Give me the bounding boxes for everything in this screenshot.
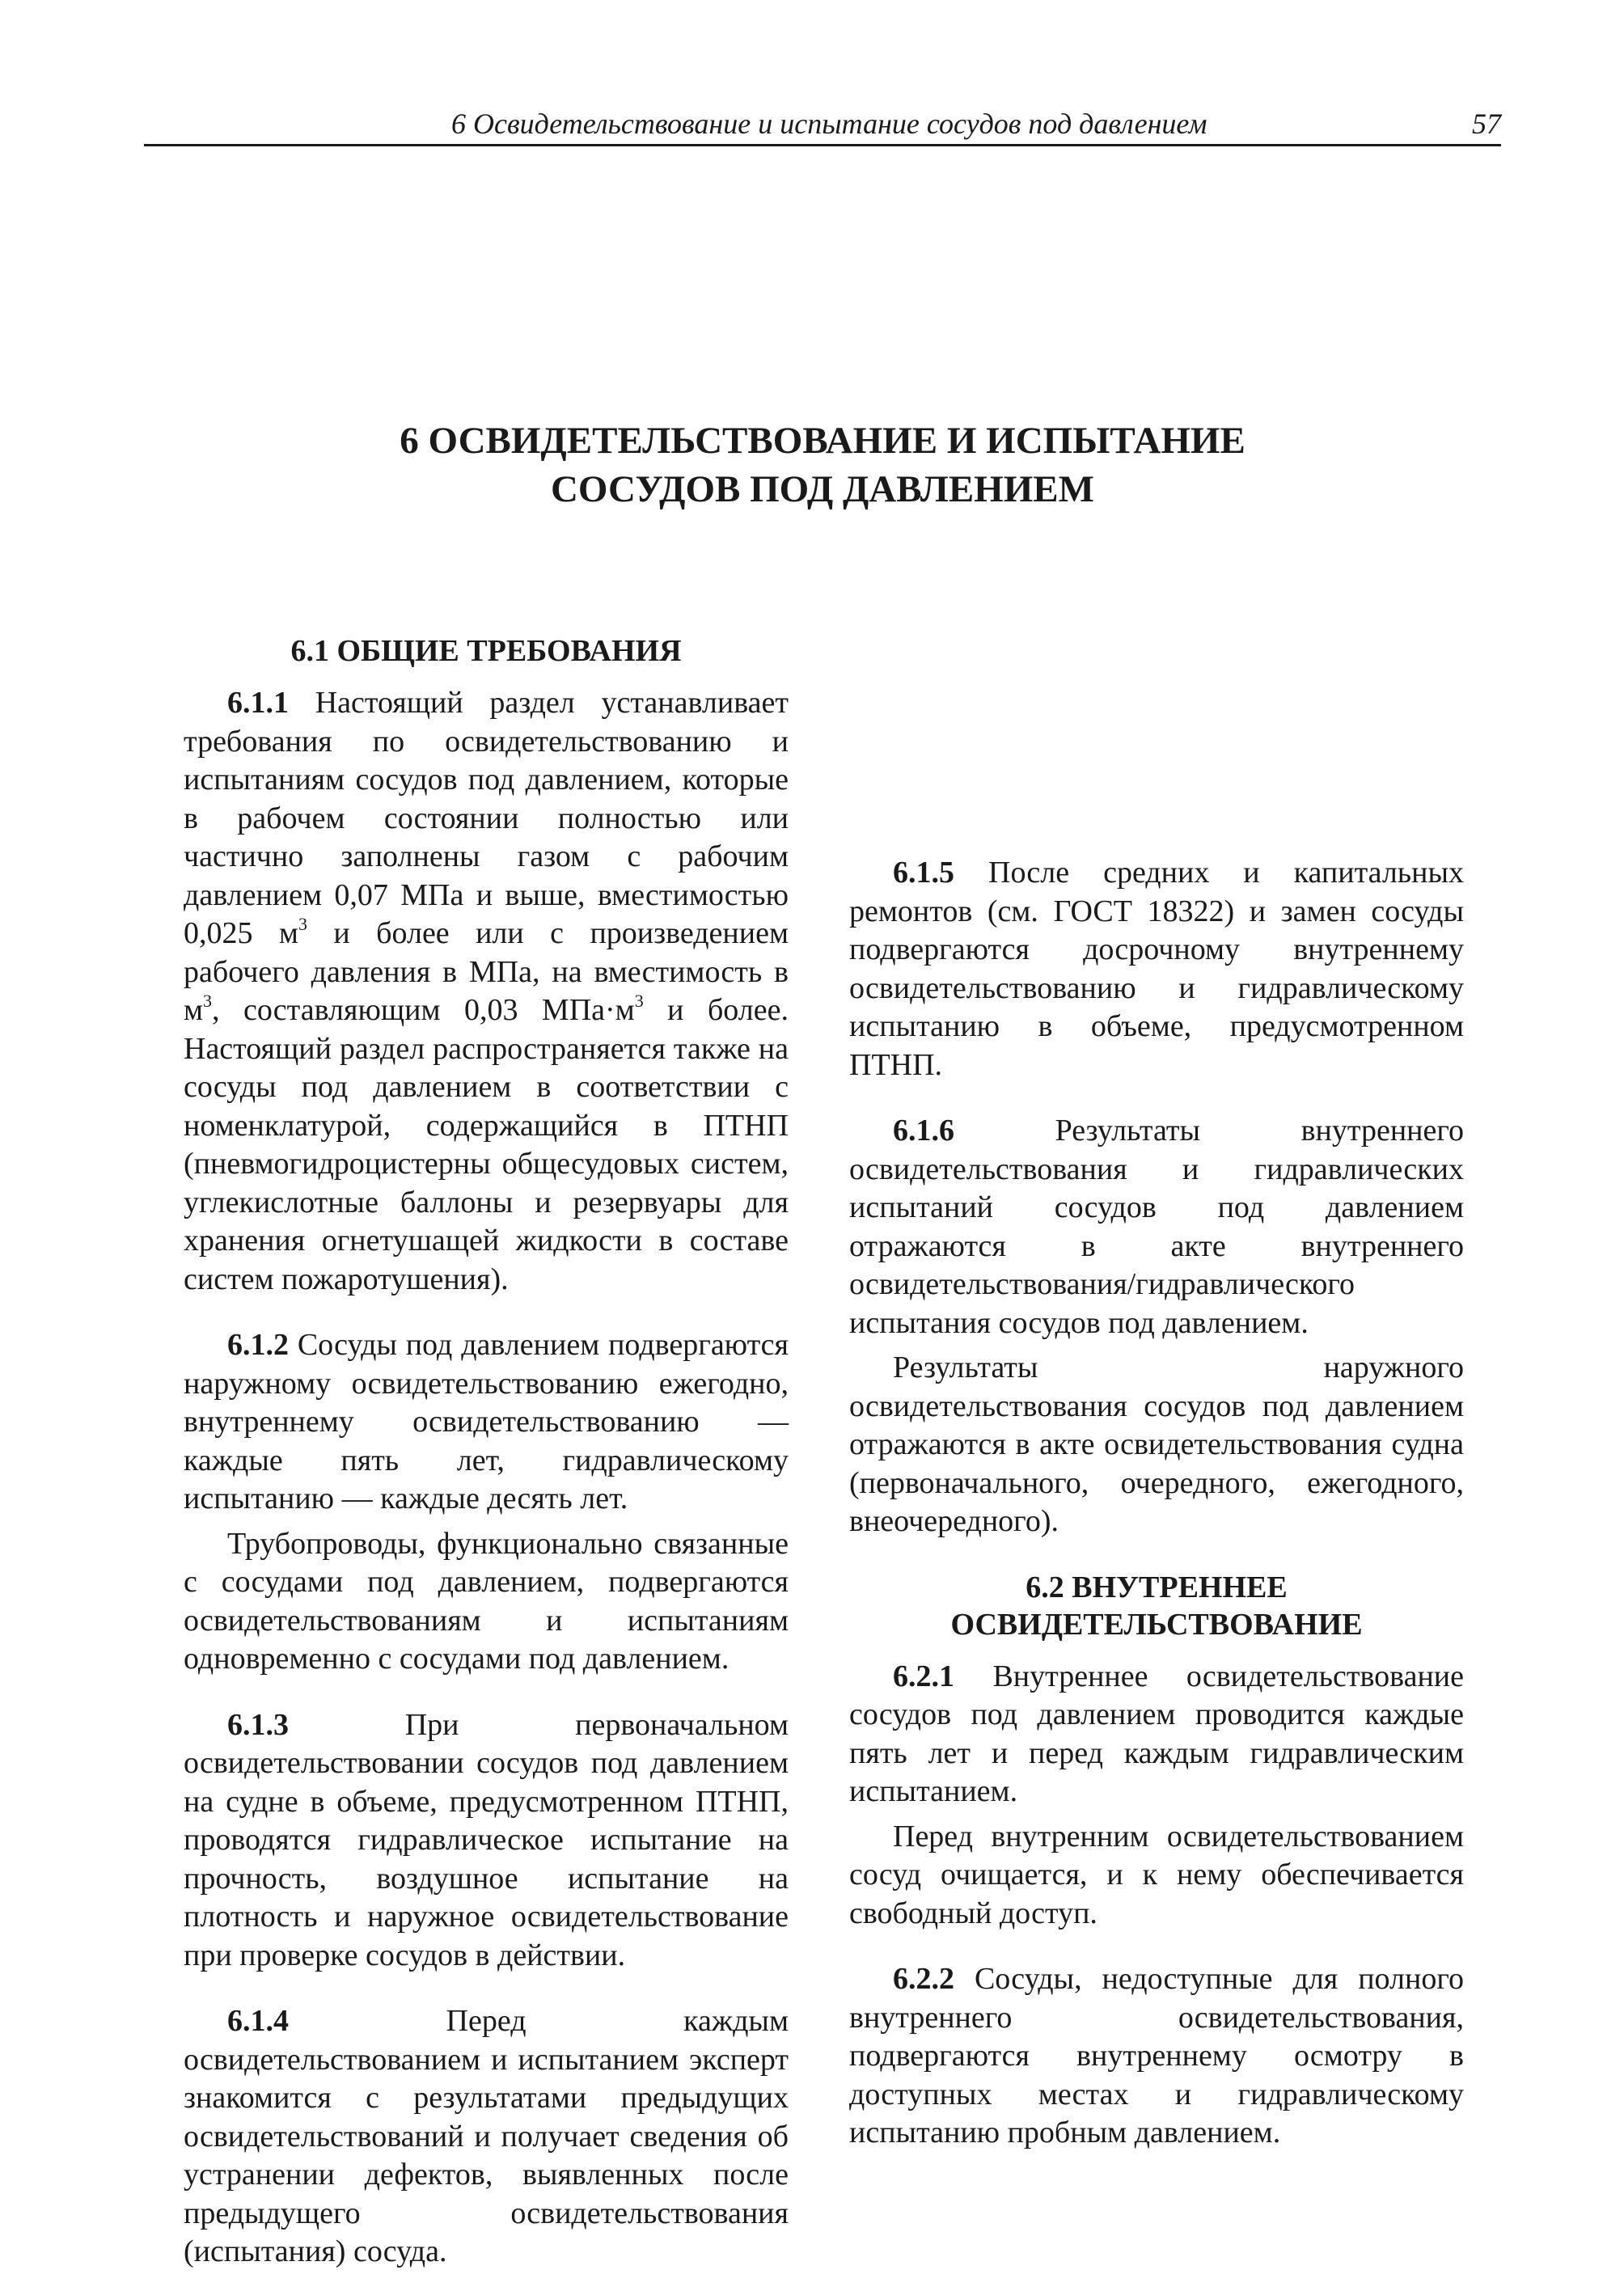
running-head-title: 6 Освидетельствование и испытание сосудов под давлением <box>451 108 1207 140</box>
clause-number: 6.2.2 <box>893 1962 954 1996</box>
clause-number: 6.1.6 <box>893 1114 954 1148</box>
paragraph-6-2-2 <box>849 1960 1464 2153</box>
superscript: 3 <box>203 991 213 1011</box>
paragraph-text: При первоначальном освидетельствовании сосудов под давлением на судне в объеме, предусмотренном ПТНП, проводятся гидравлическое испытание на прочность, воздушное испытание на плотность и наружное освидетельствование при проверке сосудов в действии. <box>184 1707 789 1972</box>
paragraph-text: Сосуды под давлением подвергаются наружному освидетельствованию ежегодно, внутреннему освидетельствованию — каждые пять лет, гидравлическому испытанию — каждые десять лет. <box>184 1328 789 1515</box>
paragraph-text: Настоящий раздел устанавливает требования по освидетельствованию и испытаниям сосудов под давлением, которые в рабочем состоянии полностью или частично заполнены газом с рабочим давлением 0,07 МПа и выше, вместимостью 0,025 м <box>184 686 789 950</box>
chapter-title-line-2: СОСУДОВ ПОД ДАВЛЕНИЕМ <box>550 468 1095 510</box>
chapter-title-line-1: 6 ОСВИДЕТЕЛЬСТВОВАНИЕ И ИСПЫТАНИЕ <box>400 420 1245 462</box>
running-head <box>144 104 1501 146</box>
chapter-title <box>144 416 1501 514</box>
paragraph-text: , составляющим 0,03 МПа·м <box>212 993 635 1027</box>
section-6-2-heading <box>849 1569 1464 1643</box>
paragraph-text: После средних и капитальных ремонтов (см. ГОСТ 18322) и замен сосуды подвергаются досрочному внутреннему освидетельствованию и гидравлическому испытанию в объеме, предусмотренном ПТНП. <box>849 856 1464 1082</box>
paragraph-6-1-3 <box>184 1706 789 1976</box>
paragraph-text: и более или с произведением рабочего давления в МПа, на вместимость в м <box>184 916 789 1027</box>
paragraph-text: и более. Настоящий раздел распространяется также на сосуды под давлением в соответствии с номенклатурой, содержащийся в ПТНП (пневмогидроцистерны общесудовых систем, углекислотные баллоны и резервуары для хранения огнетушащей жидкости в составе систем пожаротушения). <box>184 993 789 1296</box>
paragraph-text: Перед каждым освидетельствованием и испытанием эксперт знакомится с результатами предыдущих освидетельствований и получает сведения об устранении дефектов, выявленных после предыдущего освидетельствования (испытания) сосуда. <box>184 2004 789 2268</box>
superscript: 3 <box>634 991 644 1011</box>
left-column <box>184 632 789 2272</box>
paragraph-6-1-2 <box>184 1326 789 1519</box>
paragraph-6-1-6-continued: Результаты наружного освидетельствования сосудов под давлением отражаются в акте освидетельствования судна (первоначального, очередного, ежегодного, внеочередного). <box>849 1351 1464 1538</box>
clause-number: 6.1.2 <box>227 1328 289 1362</box>
paragraph-6-1-6 <box>849 1112 1464 1342</box>
clause-number: 6.1.5 <box>893 856 954 890</box>
right-column <box>849 826 1464 2153</box>
paragraph-6-1-5 <box>849 854 1464 1084</box>
paragraph-text: Внутреннее освидетельствование сосудов под давлением проводится каждые пять лет и перед каждым гидравлическим испытанием. <box>849 1659 1464 1808</box>
clause-number: 6.1.3 <box>227 1707 289 1742</box>
paragraph-6-2-1 <box>849 1658 1464 1811</box>
clause-number: 6.2.1 <box>893 1659 954 1693</box>
paragraph-text: Результаты внутреннего освидетельствования и гидравлических испытаний сосудов под давлением отражаются в акте внутреннего освидетельствования/гидравлического испытания сосудов под давлением. <box>849 1114 1464 1340</box>
paragraph-6-1-1 <box>184 684 789 1299</box>
section-6-2-heading-line-2: ОСВИДЕТЕЛЬСТВОВАНИЕ <box>950 1607 1363 1642</box>
page-number: 57 <box>1472 108 1501 140</box>
clause-number: 6.1.4 <box>227 2004 289 2038</box>
clause-number: 6.1.1 <box>227 686 289 720</box>
paragraph-6-1-4 <box>184 2002 789 2272</box>
section-6-1-heading: 6.1 ОБЩИЕ ТРЕБОВАНИЯ <box>290 634 682 668</box>
paragraph-6-1-2-continued: Трубопроводы, функционально связанные с сосудами под давлением, подвергаются освидетельствованиям и испытаниям одновременно с сосудами под давлением. <box>184 1526 789 1676</box>
superscript: 3 <box>298 914 307 934</box>
section-6-2-heading-line-1: 6.2 ВНУТРЕННЕЕ <box>1026 1570 1288 1604</box>
paragraph-6-2-1-continued: Перед внутренним освидетельствованием сосуд очищается, и к нему обеспечивается свободный доступ. <box>849 1819 1464 1930</box>
paragraph-text: Сосуды, недоступные для полного внутреннего освидетельствования, подвергаются внутреннему осмотру в доступных местах и гидравлическому испытанию пробным давлением. <box>849 1962 1464 2149</box>
